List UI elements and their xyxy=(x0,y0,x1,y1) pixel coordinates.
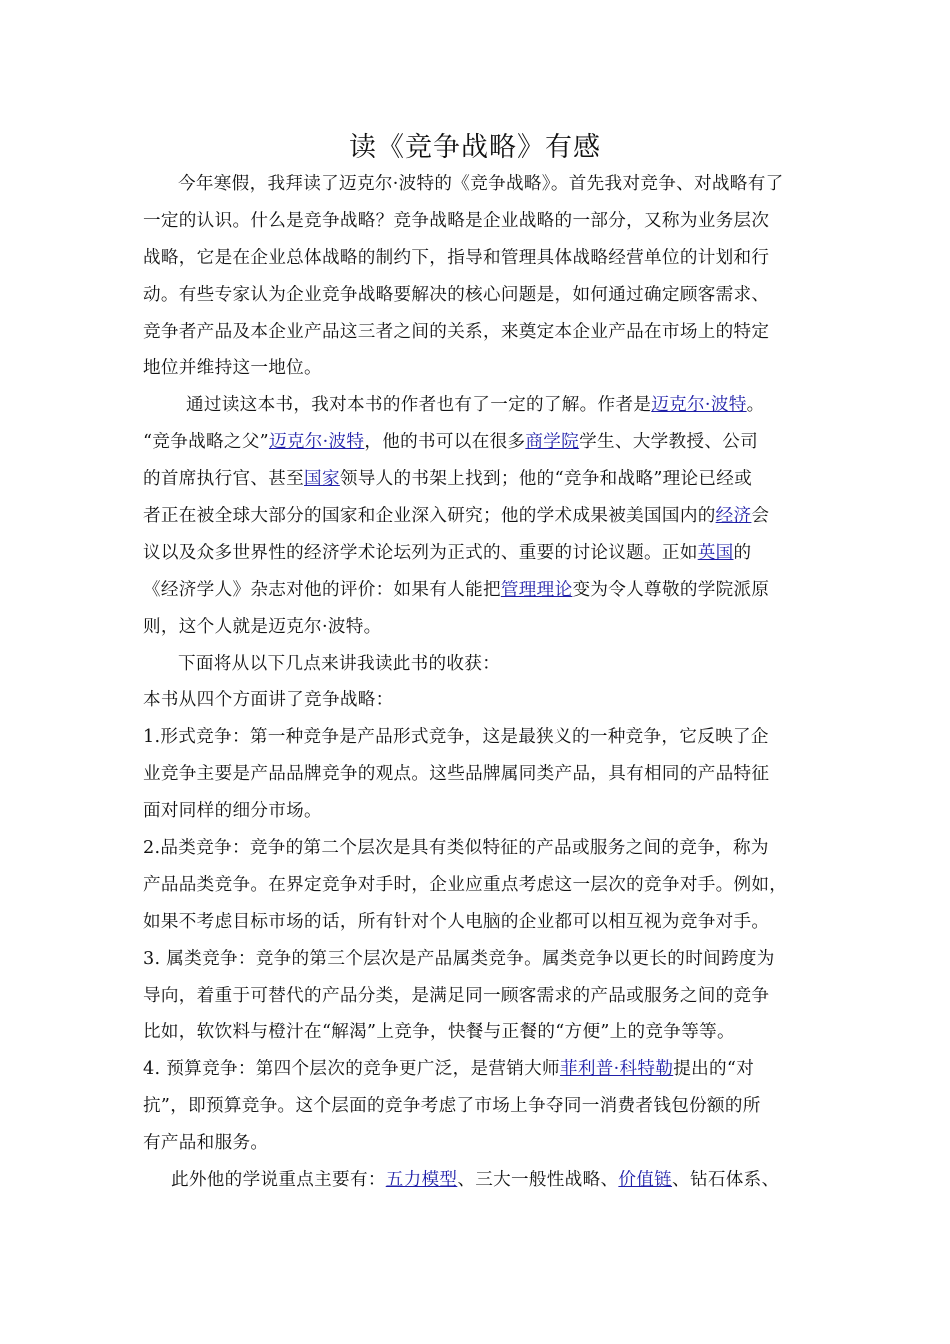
text: 学生、大学教授、公司 xyxy=(579,432,759,453)
paragraph-4-line: 本书从四个方面讲了竞争战略： xyxy=(143,690,394,711)
list-item-3-line: 比如，软饮料与橙汁在“解渴”上竞争，快餐与正餐的“方便”上的竞争等等。 xyxy=(143,1022,735,1043)
paragraph-2-line xyxy=(143,424,808,461)
link-country[interactable]: 国家 xyxy=(304,469,340,490)
list-item-2-line: 2.品类竞争：竞争的第二个层次是具有类似特征的产品或服务之间的竞争，称为 xyxy=(143,838,769,859)
paragraph-1-line: 动。有些专家认为企业竞争战略要解决的核心问题是，如何通过确定顾客需求、 xyxy=(143,284,770,305)
paragraph-1-line: 一定的认识。什么是竞争战略？竞争战略是企业战略的一部分，又称为业务层次 xyxy=(143,210,770,231)
text: 。 xyxy=(746,395,765,416)
list-item-2-line: 如果不考虑目标市场的话，所有针对个人电脑的企业都可以相互视为竞争对手。 xyxy=(143,911,770,932)
page-title: 读《竞争战略》有感 xyxy=(349,132,601,163)
link-uk[interactable]: 英国 xyxy=(697,542,734,563)
link-philip-kotler[interactable]: 菲利普·科特勒 xyxy=(559,1059,674,1080)
paragraph-1-line: 地位并维持这一地位。 xyxy=(143,358,322,379)
text: 、三大一般性战略、 xyxy=(457,1170,619,1191)
paragraph-1-line: 战略，它是在企业总体战略的制约下，指导和管理具体战略经营单位的计划和行 xyxy=(143,247,770,268)
list-item-4-line: 有产品和服务。 xyxy=(143,1133,269,1154)
link-value-chain[interactable]: 价值链 xyxy=(618,1170,673,1191)
list-item-3-line: 3. 属类竞争：竞争的第三个层次是产品属类竞争。属类竞争以更长的时间跨度为 xyxy=(143,948,775,969)
paragraph-2-line xyxy=(143,572,808,609)
list-item-3-line: 导向，着重于可替代的产品分类，是满足同一顾客需求的产品或服务之间的竞争 xyxy=(143,985,770,1006)
list-item-4-line xyxy=(143,1051,808,1088)
text: 、钻石体系、 xyxy=(672,1170,780,1191)
paragraph-1-line: 竞争者产品及本企业产品这三者之间的关系，来奠定本企业产品在市场上的特定 xyxy=(143,321,770,342)
text: 提出的“对 xyxy=(673,1059,755,1080)
list-item-1-line: 业竞争主要是产品品牌竞争的观点。这些品牌属同类产品，具有相同的产品特征 xyxy=(143,764,770,785)
list-item-2-line: 产品品类竞争。在界定竞争对手时，企业应重点考虑这一层次的竞争对手。例如， xyxy=(143,874,788,895)
text: 的 xyxy=(733,542,752,563)
paragraph-3-line: 下面将从以下几点来讲我读此书的收获： xyxy=(178,653,501,674)
list-item-1-line: 1.形式竞争：第一种竞争是产品形式竞争，这是最狭义的一种竞争，它反映了企 xyxy=(143,727,769,748)
paragraph-5-line xyxy=(143,1162,808,1199)
paragraph-2-line xyxy=(143,387,808,424)
document-body xyxy=(143,166,808,1199)
text: 《经济学人》杂志对他的评价：如果有人能把 xyxy=(143,579,501,600)
text: 会 xyxy=(751,506,770,527)
text: 4. 预算竞争：第四个层次的竞争更广泛，是营销大师 xyxy=(143,1059,560,1080)
link-business-school[interactable]: 商学院 xyxy=(525,432,580,453)
text: 领导人的书架上找到；他的“竞争和战略”理论已经或 xyxy=(339,469,753,490)
link-economy[interactable]: 经济 xyxy=(715,506,752,527)
paragraph-2-line: 则，这个人就是迈克尔·波特。 xyxy=(143,616,382,637)
paragraph-2-line xyxy=(143,498,808,535)
link-five-forces[interactable]: 五力模型 xyxy=(385,1170,458,1191)
text: 此外他的学说重点主要有： xyxy=(171,1170,386,1191)
text: “竞争战略之父” xyxy=(143,432,269,453)
link-michael-porter[interactable]: 迈克尔·波特 xyxy=(268,432,365,453)
link-michael-porter[interactable]: 迈克尔·波特 xyxy=(651,395,747,416)
text: ，他的书可以在很多 xyxy=(364,432,526,453)
paragraph-2-line xyxy=(143,461,808,498)
list-item-4-line: 抗”，即预算竞争。这个层面的竞争考虑了市场上争夺同一消费者钱包份额的所 xyxy=(143,1096,761,1117)
paragraph-1-line: 今年寒假，我拜读了迈克尔·波特的《竞争战略》。首先我对竞争、对战略有了 xyxy=(178,174,784,194)
paragraph-2-line xyxy=(143,535,808,572)
text: 变为令人尊敬的学院派原 xyxy=(572,579,770,600)
text: 的首席执行官、甚至 xyxy=(143,469,305,490)
text: 议以及众多世界性的经济学术论坛列为正式的、重要的讨论议题。正如 xyxy=(143,542,698,563)
text: 通过读这本书，我对本书的作者也有了一定的了解。作者是 xyxy=(186,395,652,416)
text: 者正在被全球大部分的国家和企业深入研究；他的学术成果被美国国内的 xyxy=(143,506,716,527)
list-item-1-line: 面对同样的细分市场。 xyxy=(143,801,322,822)
link-management-theory[interactable]: 管理理论 xyxy=(500,579,573,600)
